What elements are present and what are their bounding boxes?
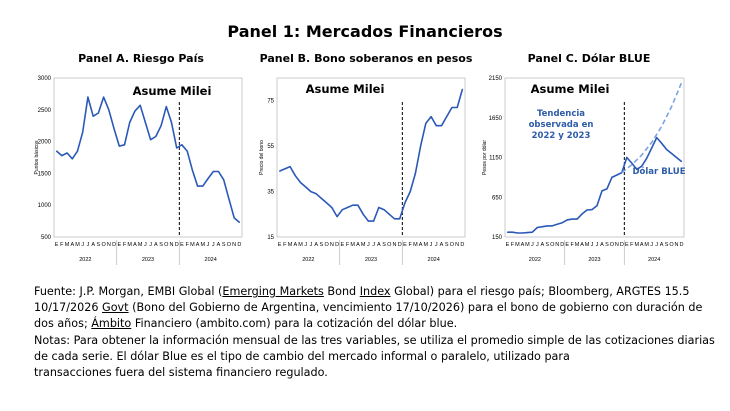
data-point <box>661 143 662 144</box>
notes-line-2 <box>34 300 724 316</box>
y-tick-label: 500 <box>40 235 51 241</box>
x-month-label: S <box>545 242 550 248</box>
y-tick-label: 2150 <box>488 76 502 82</box>
notes-text: Emerging Markets <box>222 285 324 298</box>
x-month-label: O <box>164 242 169 248</box>
data-point <box>202 186 203 187</box>
data-point <box>289 166 290 167</box>
data-point <box>378 207 379 208</box>
data-point <box>567 219 568 220</box>
data-point <box>586 209 587 210</box>
x-month-label: M <box>644 242 650 248</box>
data-point <box>187 151 188 152</box>
x-month-label: A <box>659 242 664 248</box>
data-point <box>616 174 617 175</box>
x-month-label: J <box>650 242 654 248</box>
event-annotation: Asume Milei <box>132 84 212 98</box>
data-point <box>646 158 647 159</box>
x-month-label: O <box>226 242 232 248</box>
notes-text: 10/17/2026 <box>34 301 103 315</box>
data-point <box>601 190 602 191</box>
y-tick-label: 650 <box>491 195 502 202</box>
panel-a-chart <box>30 70 252 282</box>
data-point <box>342 209 343 210</box>
y-tick-label: 1000 <box>37 203 51 210</box>
x-month-label: J <box>429 242 433 248</box>
x-month-label: M <box>137 242 143 248</box>
data-point <box>213 171 214 172</box>
x-month-label: A <box>439 242 444 248</box>
x-month-label: O <box>101 242 106 248</box>
data-point <box>352 205 353 206</box>
data-point <box>404 202 405 203</box>
data-point <box>93 116 94 117</box>
x-month-label: O <box>669 242 674 248</box>
y-axis-label: Puntos básicos <box>34 140 40 175</box>
data-point <box>103 96 104 97</box>
x-month-label: M <box>75 242 80 248</box>
x-month-label: E <box>277 242 282 248</box>
x-month-label: J <box>655 242 659 248</box>
x-month-label: S <box>159 242 163 248</box>
data-point <box>596 205 597 206</box>
data-point <box>373 221 374 222</box>
data-point <box>61 155 62 156</box>
series-line <box>280 89 463 221</box>
data-point <box>150 139 151 140</box>
x-month-label: A <box>600 242 604 248</box>
trend-label: Tendencia <box>536 109 586 119</box>
data-point <box>425 123 426 124</box>
panel-a <box>30 52 252 282</box>
data-point <box>331 207 332 208</box>
data-point <box>336 216 337 217</box>
x-month-label: J <box>535 242 539 248</box>
notes-line-5: de cada serie. El dólar Blue es el tipo de cambio del mercado informal o paralelo, utilizado para <box>34 349 570 363</box>
y-tick-label: 75 <box>267 98 274 105</box>
x-month-label: J <box>595 242 599 248</box>
x-year-label: 2022 <box>79 257 92 263</box>
x-month-label: E <box>624 242 629 248</box>
x-year-label: 2024 <box>427 257 440 263</box>
data-point <box>87 96 88 97</box>
x-month-label: N <box>674 242 679 248</box>
data-point <box>310 191 311 192</box>
x-month-label: J <box>367 242 370 248</box>
data-point <box>218 171 219 172</box>
data-point <box>108 109 109 110</box>
x-month-label: M <box>423 242 429 248</box>
data-point <box>326 202 327 203</box>
data-point <box>207 178 208 179</box>
notes-text: (Bono del Gobierno de Argentina, vencimiento 17/10/2026) para el bono de gobierno con duración de <box>128 301 703 315</box>
x-month-label: J <box>530 242 534 248</box>
plot-frame <box>54 78 242 237</box>
x-month-label: E <box>54 242 59 248</box>
y-axis-label: Pesos por dólar <box>482 139 488 176</box>
x-month-label: D <box>460 242 465 248</box>
data-point <box>399 218 400 219</box>
y-tick-label: 3000 <box>37 76 51 82</box>
x-month-label: F <box>630 242 634 248</box>
x-month-label: A <box>314 242 319 248</box>
data-point <box>430 116 431 117</box>
x-month-label: F <box>510 242 515 248</box>
y-tick-label: 55 <box>267 144 274 151</box>
x-year-label: 2022 <box>302 257 315 263</box>
data-point <box>383 209 384 210</box>
data-point <box>446 116 447 117</box>
x-year-label: 2023 <box>141 257 155 263</box>
data-point <box>305 186 306 187</box>
x-month-label: F <box>408 242 412 248</box>
notes-text: Bond <box>323 285 360 298</box>
notes-text: dos años; <box>34 317 92 331</box>
x-month-label: N <box>392 242 397 248</box>
data-point <box>357 205 358 206</box>
x-month-label: N <box>232 242 237 248</box>
x-month-label: M <box>634 242 640 248</box>
trend-label: observada en <box>528 120 594 130</box>
data-point <box>316 193 317 194</box>
data-point <box>166 106 167 107</box>
x-month-label: F <box>185 242 189 248</box>
y-tick-label: 35 <box>267 189 274 196</box>
x-month-label: N <box>555 242 560 248</box>
x-month-label: S <box>605 242 609 248</box>
x-month-label: J <box>304 242 308 248</box>
y-tick-label: 1500 <box>37 171 51 178</box>
x-month-label: A <box>216 242 221 248</box>
data-point <box>626 157 627 158</box>
data-point <box>98 112 99 113</box>
data-point <box>522 232 523 233</box>
x-month-label: A <box>376 242 381 248</box>
data-point <box>140 105 141 106</box>
data-point <box>321 198 322 199</box>
x-year-label: 2024 <box>204 257 217 263</box>
notes-text: Govt <box>102 301 129 315</box>
data-point <box>572 219 573 220</box>
data-point <box>160 125 161 126</box>
data-point <box>155 136 156 137</box>
notes-line-1 <box>34 284 724 300</box>
data-point <box>176 147 177 148</box>
data-point <box>507 232 508 233</box>
data-point <box>223 179 224 180</box>
x-month-label: D <box>112 242 117 248</box>
trend-label: 2022 y 2023 <box>531 131 591 141</box>
x-month-label: M <box>200 242 206 248</box>
data-point <box>517 232 518 233</box>
x-month-label: J <box>149 242 152 248</box>
x-month-label: J <box>590 242 594 248</box>
y-tick-label: 2500 <box>37 107 51 114</box>
data-point <box>451 107 452 108</box>
data-point <box>197 186 198 187</box>
data-point <box>562 222 563 223</box>
data-point <box>606 188 607 189</box>
x-month-label: M <box>64 242 70 248</box>
x-month-label: D <box>174 242 179 248</box>
source-notes <box>34 284 724 381</box>
data-point <box>436 125 437 126</box>
notes-text: Fuente: J.P. Morgan, EMBI Global ( <box>34 285 223 298</box>
data-point <box>542 226 543 227</box>
x-month-label: M <box>190 242 195 248</box>
x-month-label: A <box>91 242 96 248</box>
data-point <box>591 209 592 210</box>
x-month-label: A <box>153 242 158 248</box>
data-point <box>181 144 182 145</box>
x-month-label: E <box>565 242 569 248</box>
data-point <box>284 168 285 169</box>
x-month-label: J <box>144 242 147 248</box>
x-month-label: E <box>117 242 122 248</box>
x-month-label: A <box>195 242 200 248</box>
data-point <box>300 182 301 183</box>
panel-b-chart <box>255 70 477 282</box>
x-month-label: M <box>515 242 520 248</box>
data-point <box>681 161 682 162</box>
x-month-label: A <box>356 242 360 248</box>
x-month-label: A <box>580 242 584 248</box>
event-annotation: Asume Milei <box>530 82 610 96</box>
data-point <box>295 175 296 176</box>
panel-a-title: Panel A. Riesgo País <box>78 52 204 65</box>
data-point <box>611 177 612 178</box>
x-month-label: M <box>413 242 418 248</box>
x-month-label: M <box>525 242 530 248</box>
x-month-label: F <box>570 242 574 248</box>
data-point <box>228 198 229 199</box>
notes-line-3 <box>34 316 724 332</box>
data-point <box>676 157 677 158</box>
x-month-label: E <box>180 242 184 248</box>
data-point <box>527 232 528 233</box>
data-point <box>66 152 67 153</box>
x-month-label: E <box>340 242 345 248</box>
x-month-label: S <box>664 242 669 248</box>
x-month-label: O <box>550 242 555 248</box>
notes-text: Global) para el riesgo país; Bloomberg, ARGTES 15.5 <box>390 285 690 298</box>
x-month-label: D <box>237 242 242 248</box>
x-month-label: A <box>520 242 525 248</box>
data-point <box>581 213 582 214</box>
x-month-label: J <box>81 242 85 248</box>
x-month-label: O <box>609 242 615 248</box>
data-point <box>119 145 120 146</box>
x-year-label: 2023 <box>364 257 378 263</box>
data-point <box>420 146 421 147</box>
x-month-label: M <box>360 242 366 248</box>
data-point <box>145 122 146 123</box>
x-month-label: M <box>584 242 590 248</box>
x-month-label: S <box>444 242 449 248</box>
x-month-label: F <box>60 242 64 248</box>
x-month-label: S <box>382 242 386 248</box>
data-point <box>666 149 667 150</box>
data-point <box>239 222 240 223</box>
x-month-label: J <box>434 242 438 248</box>
panel-c-chart <box>478 70 700 282</box>
x-month-label: S <box>96 242 101 248</box>
trend-line <box>622 83 682 173</box>
x-month-label: O <box>324 242 329 248</box>
x-year-label: 2022 <box>528 257 541 263</box>
series-line <box>57 97 240 222</box>
x-month-label: M <box>287 242 293 248</box>
x-month-label: F <box>345 242 350 248</box>
data-point <box>192 170 193 171</box>
x-month-label: O <box>449 242 455 248</box>
y-tick-label: 150 <box>491 235 502 241</box>
data-point <box>56 151 57 152</box>
x-month-label: J <box>309 242 313 248</box>
notes-line-6: transacciones fuera del sistema financiero regulado. <box>34 366 328 380</box>
data-point <box>124 144 125 145</box>
x-month-label: F <box>283 242 287 248</box>
x-month-label: D <box>335 242 340 248</box>
x-month-label: D <box>619 242 624 248</box>
x-month-label: A <box>70 242 75 248</box>
y-tick-label: 1650 <box>488 115 502 122</box>
x-month-label: J <box>372 242 375 248</box>
data-point <box>552 225 553 226</box>
panel-c <box>478 52 700 282</box>
x-month-label: D <box>560 242 565 248</box>
data-point <box>394 218 395 219</box>
data-point <box>72 158 73 159</box>
x-month-label: M <box>574 242 580 248</box>
data-point <box>557 224 558 225</box>
event-annotation: Asume Milei <box>305 82 385 96</box>
data-point <box>631 162 632 163</box>
x-month-label: D <box>397 242 402 248</box>
x-month-label: M <box>298 242 303 248</box>
notes-line-4: Notas: Para obtener la información mensual de las tres variables, se utiliza el promedio simple de las cotizaciones diarias <box>34 333 715 347</box>
data-point <box>347 207 348 208</box>
data-point <box>441 125 442 126</box>
x-month-label: N <box>329 242 334 248</box>
notes-text: Financiero (ambito.com) para la cotización del dólar blue. <box>131 317 458 331</box>
panel-b <box>255 52 477 282</box>
x-month-label: E <box>403 242 407 248</box>
data-point <box>77 151 78 152</box>
x-month-label: A <box>133 242 137 248</box>
data-point <box>368 221 369 222</box>
data-point <box>651 147 652 148</box>
panel-c-title: Panel C. Dólar BLUE <box>527 52 651 65</box>
panel-b-title: Panel B. Bono soberanos en pesos <box>259 52 473 65</box>
x-month-label: N <box>106 242 111 248</box>
data-point <box>532 232 533 233</box>
data-point <box>363 214 364 215</box>
x-month-label: J <box>206 242 210 248</box>
data-point <box>671 153 672 154</box>
plot-frame <box>277 78 465 237</box>
x-month-label: N <box>169 242 174 248</box>
x-month-label: M <box>350 242 356 248</box>
x-month-label: A <box>418 242 423 248</box>
x-month-label: J <box>86 242 90 248</box>
x-year-label: 2023 <box>588 257 601 263</box>
notes-text: Index <box>359 285 391 298</box>
x-month-label: O <box>387 242 392 248</box>
data-point <box>512 232 513 233</box>
y-tick-label: 2000 <box>37 139 51 146</box>
series-label-dolar-blue: Dólar BLUE <box>632 167 686 177</box>
plot-frame <box>505 78 684 237</box>
data-point <box>389 214 390 215</box>
data-point <box>129 122 130 123</box>
x-month-label: S <box>319 242 324 248</box>
x-month-label: A <box>540 242 545 248</box>
data-point <box>410 191 411 192</box>
data-point <box>656 137 657 138</box>
x-month-label: S <box>221 242 226 248</box>
data-point <box>457 107 458 108</box>
x-year-label: 2024 <box>648 257 661 263</box>
data-point <box>537 227 538 228</box>
data-point <box>415 173 416 174</box>
data-point <box>576 219 577 220</box>
x-month-label: F <box>122 242 127 248</box>
y-axis-label: Precio del bono <box>259 140 265 175</box>
x-month-label: A <box>639 242 644 248</box>
series-line <box>508 138 682 233</box>
data-point <box>462 89 463 90</box>
data-point <box>113 128 114 129</box>
x-month-label: E <box>505 242 510 248</box>
x-month-label: D <box>679 242 684 248</box>
x-month-label: M <box>127 242 133 248</box>
x-month-label: N <box>455 242 460 248</box>
x-month-label: J <box>211 242 215 248</box>
x-month-label: N <box>614 242 619 248</box>
data-point <box>279 171 280 172</box>
x-month-label: A <box>293 242 298 248</box>
data-point <box>82 131 83 132</box>
data-point <box>234 217 235 218</box>
data-point <box>171 122 172 123</box>
y-tick-label: 15 <box>267 235 274 241</box>
y-tick-label: 1150 <box>489 155 502 162</box>
notes-text: Ámbito <box>91 317 132 331</box>
data-point <box>547 225 548 226</box>
page-title: Panel 1: Mercados Financieros <box>227 22 503 41</box>
data-point <box>134 110 135 111</box>
